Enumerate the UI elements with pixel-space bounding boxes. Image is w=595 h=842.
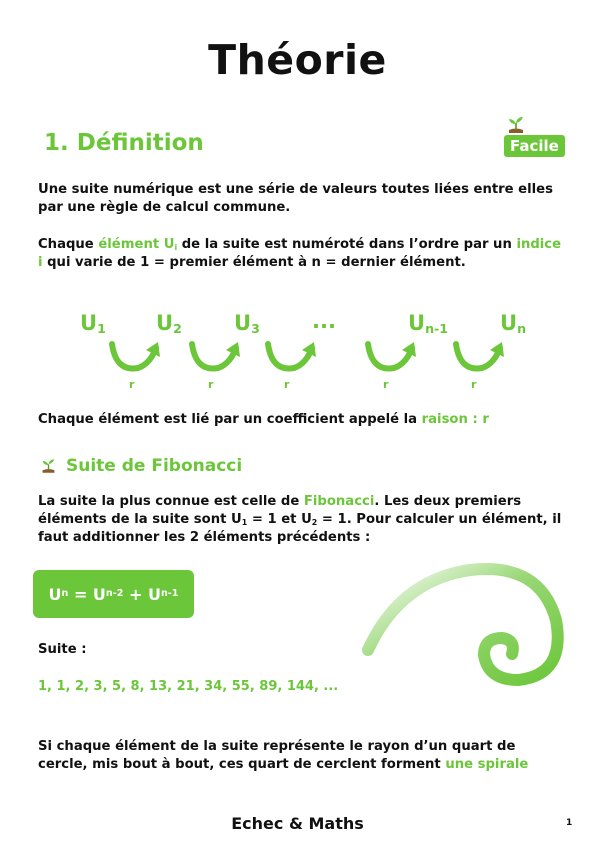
highlight-element-sub: i: [174, 242, 178, 252]
term-sub: 1: [97, 321, 106, 337]
subscript: 1: [241, 517, 248, 527]
fibonacci-paragraph: [38, 493, 568, 547]
formula-term: U: [48, 584, 62, 604]
footer-brand: Echec & Maths: [231, 814, 364, 833]
text: Si chaque élément de la suite représente le rayon d’un quart de cercle, mis bout à bout, ces quart de cerclent forment: [38, 739, 516, 772]
page-title: Théorie: [208, 36, 387, 84]
ratio-label: r: [284, 378, 290, 391]
ratio-label: r: [471, 378, 477, 391]
term-sub: n-1: [425, 321, 449, 337]
text: . Les deux premiers éléments de la suite sont U: [38, 494, 522, 527]
formula-operator: =: [68, 584, 93, 604]
formula-operator: +: [123, 584, 148, 604]
ratio-label: r: [129, 378, 135, 391]
curved-arrow-icon: [456, 342, 504, 369]
formula-term: U: [147, 584, 161, 604]
formula-term: U: [92, 584, 106, 604]
fibonacci-formula: U n = U n-2 + U n-1: [33, 570, 194, 618]
page-number: 1: [566, 818, 573, 828]
highlight-element-base: élément U: [98, 237, 175, 252]
text: = 1 et U: [247, 512, 312, 527]
text: Chaque élément est lié par un coefficient appelé la: [38, 412, 422, 427]
difficulty-badge: Facile: [504, 135, 565, 157]
suite-label: Suite :: [38, 642, 87, 657]
curved-arrow-icon: [268, 342, 316, 369]
term-base: U: [500, 311, 518, 335]
term-sub: n: [517, 321, 527, 337]
highlight-indice: indice i: [38, 237, 562, 270]
spiral-paragraph: [38, 738, 568, 774]
curved-arrow-icon: [192, 342, 240, 369]
term-sub: 3: [251, 321, 260, 337]
term-base: U: [80, 311, 98, 335]
text: Chaque: [38, 237, 99, 252]
term-base: U: [408, 311, 426, 335]
subscript: 2: [311, 517, 318, 527]
ratio-paragraph: [38, 411, 568, 429]
section-heading-definition: 1. Définition: [44, 130, 204, 156]
section-heading-fibonacci: Suite de Fibonacci: [66, 456, 243, 476]
text: qui varie de 1 = premier élément à n = dernier élément.: [42, 255, 466, 270]
term-base: U: [156, 311, 174, 335]
ratio-label: r: [383, 378, 389, 391]
highlight-fibonacci: Fibonacci: [303, 494, 375, 509]
ratio-label: r: [208, 378, 214, 391]
spiral-illustration: [360, 550, 585, 695]
text: de la suite est numéroté dans l’ordre par un: [177, 237, 517, 252]
definition-paragraph: Une suite numérique est une série de valeurs toutes liées entre elles par une règle de calcul commune.: [38, 182, 553, 215]
term-base: ...: [312, 309, 336, 333]
term-base: U: [234, 311, 252, 335]
text: = 1. Pour calculer un élément, il faut additionner les 2 éléments précédents :: [38, 512, 562, 545]
curved-arrow-icon: [368, 342, 416, 369]
highlight-raison: raison : r: [421, 412, 489, 427]
curved-arrow-icon: [112, 342, 160, 369]
term-sub: 2: [173, 321, 182, 337]
sprout-icon: [40, 458, 57, 474]
text: La suite la plus connue est celle de: [38, 494, 304, 509]
suite-values: 1, 1, 2, 3, 5, 8, 13, 21, 34, 55, 89, 144, ...: [38, 679, 339, 694]
highlight-spirale: une spirale: [445, 757, 529, 772]
